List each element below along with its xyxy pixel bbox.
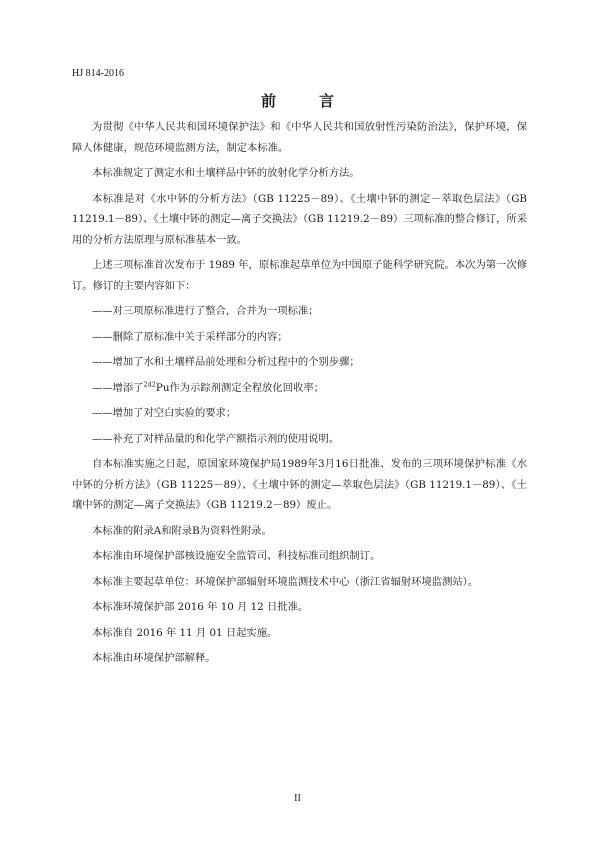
page-title: 前 言 <box>260 92 348 110</box>
revision-item-blank: ——增加了对空白实验的要求； <box>92 407 237 419</box>
revision-item-sample-size: ——补充了对样品量的和化学产额指示剂的使用说明。 <box>92 432 340 445</box>
paragraph-drafter: 本标准主要起草单位：环境保护部辐射环境监测技术中心（浙江省辐射环境监测站）。 <box>92 575 479 588</box>
paragraph-repeal: 自本标准实施之日起，原国家环境保护局1989年3月16日批准、发布的三项环境保护标准《水中钚的分析方法》（GB 11225－89）、《土壤中钚的测定—萃取色层法》（GB 11219.1－89）、《土壤中钚的测定—离子交换法》（GB 11219.2－89）废止。 <box>72 458 527 511</box>
page-number: II <box>294 793 301 804</box>
paragraph-appendix: 本标准的附录A和附录B为资料性附录。 <box>92 524 272 537</box>
paragraph-interpretation: 本标准由环境保护部解释。 <box>92 652 216 664</box>
paragraph-history: 上述三项标准首次发布于 1989 年，原标准起草单位为中国原子能科学研究院。本次为第一次修订。修订的主要内容如下： <box>72 259 527 292</box>
revision-item-sampling: ——删除了原标准中关于采样部分的内容； <box>92 330 288 343</box>
tracer-element: Pu <box>155 381 170 394</box>
paragraph-effective-date: 本标准自 2016 年 11 月 01 日起实施。 <box>92 626 278 639</box>
tracer-suffix: 作为示踪剂测定全程放化回收率； <box>169 381 324 394</box>
paragraph-purpose: 为贯彻《中华人民共和国环境保护法》和《中华人民共和国放射性污染防治法》，保护环境，保障人体健康，规范环境监测方法，制定本标准。 <box>72 121 527 154</box>
paragraph-approval-date: 本标准环境保护部 2016 年 10 月 12 日批准。 <box>92 601 309 613</box>
tracer-isotope-mass: 242 <box>143 380 156 389</box>
document-body <box>72 117 527 674</box>
paragraph-organizer: 本标准由环境保护部核设施安全监管司、科技标准司组织制订。 <box>92 550 381 562</box>
paragraph-integration: 本标准是对《水中钚的分析方法》（GB 11225－89）、《土壤中钚的测定－萃取色层法》（GB 11219.1－89）、《土壤中钚的测定—离子交换法》（GB 11219.2－89）三项标准的整合修订，所采用的分析方法原理与原标准基本一致。 <box>72 192 527 246</box>
revision-item-tracer <box>72 378 527 399</box>
revision-item-merge: ——对三项原标准进行了整合，合并为一项标准； <box>92 305 319 317</box>
document-id: HJ 814-2016 <box>72 68 124 79</box>
paragraph-scope: 本标准规定了测定水和土壤样品中钚的放射化学分析方法。 <box>92 167 360 179</box>
revision-item-steps: ——增加了水和土壤样品前处理和分析过程中的个别步骤； <box>92 356 360 368</box>
tracer-prefix: ——增添了 <box>92 381 144 394</box>
